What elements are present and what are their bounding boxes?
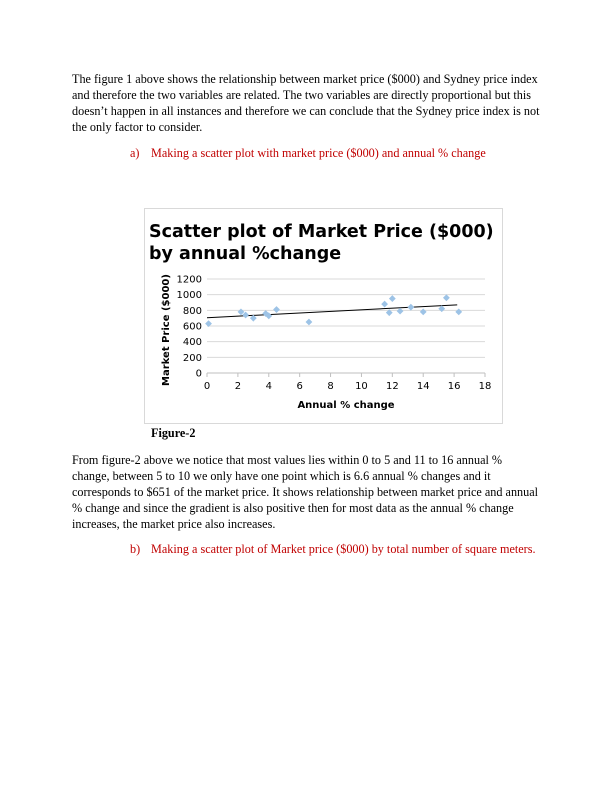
y-axis-title: Market Price ($000) xyxy=(161,274,172,386)
analysis-paragraph: From figure-2 above we notice that most values lies within 0 to 5 and 11 to 16 annual % change, between 5 to 10 we only have one point which is 6.6 annual % changes and it corresponds to $651 of the market price. It shows relationship between market price and annual % change and since the gradient is also positive then for most data as the annual % change increases, the market price also increases. xyxy=(72,453,539,531)
list-item-b xyxy=(130,541,536,557)
y-tick-label: 800 xyxy=(182,305,202,317)
data-point xyxy=(389,295,396,302)
list-item-a xyxy=(130,145,486,161)
data-point xyxy=(438,305,445,312)
data-point xyxy=(273,306,280,313)
figure-caption: Figure-2 xyxy=(151,426,196,440)
x-axis-title: Annual % change xyxy=(297,400,395,411)
intro-paragraph: The figure 1 above shows the relationship between market price ($000) and Sydney price index and therefore the two variables are related. The two variables are directly proportional but this doesn’t happen in all instances and therefore we can conclude that the Sydney price index is not the only factor to consider. xyxy=(72,72,540,134)
list-marker-a: a) xyxy=(130,146,140,160)
y-tick-label: 0 xyxy=(195,368,202,380)
list-marker-b: b) xyxy=(130,542,141,556)
y-tick-label: 1000 xyxy=(176,290,202,302)
x-tick-label: 18 xyxy=(478,381,492,392)
list-text-b: Making a scatter plot of Market price ($000) by total number of square meters. xyxy=(151,542,536,556)
data-point xyxy=(381,301,388,308)
x-tick-label: 4 xyxy=(265,381,272,392)
chart-title: Scatter plot of Market Price ($000) by annual %change xyxy=(149,222,494,264)
x-tick-label: 2 xyxy=(234,381,242,392)
y-tick-label: 600 xyxy=(182,321,202,333)
x-tick-label: 10 xyxy=(355,381,368,392)
data-point xyxy=(306,319,313,326)
x-tick-label: 16 xyxy=(447,381,461,392)
data-point xyxy=(420,309,427,316)
y-tick-label: 200 xyxy=(182,352,202,364)
x-tick-label: 12 xyxy=(385,381,399,392)
scatter-chart xyxy=(144,208,503,424)
list-text-a: Making a scatter plot with market price ($000) and annual % change xyxy=(151,146,486,160)
x-tick-label: 0 xyxy=(203,381,211,392)
y-tick-label: 1200 xyxy=(176,274,202,286)
y-tick-label: 400 xyxy=(182,337,202,349)
x-tick-label: 6 xyxy=(296,381,303,392)
data-point xyxy=(407,304,414,311)
chart-plot-area xyxy=(145,209,504,425)
data-point xyxy=(443,294,450,301)
data-point xyxy=(455,309,462,316)
x-tick-label: 14 xyxy=(416,381,430,392)
x-tick-label: 8 xyxy=(327,381,334,392)
data-point xyxy=(397,308,404,315)
